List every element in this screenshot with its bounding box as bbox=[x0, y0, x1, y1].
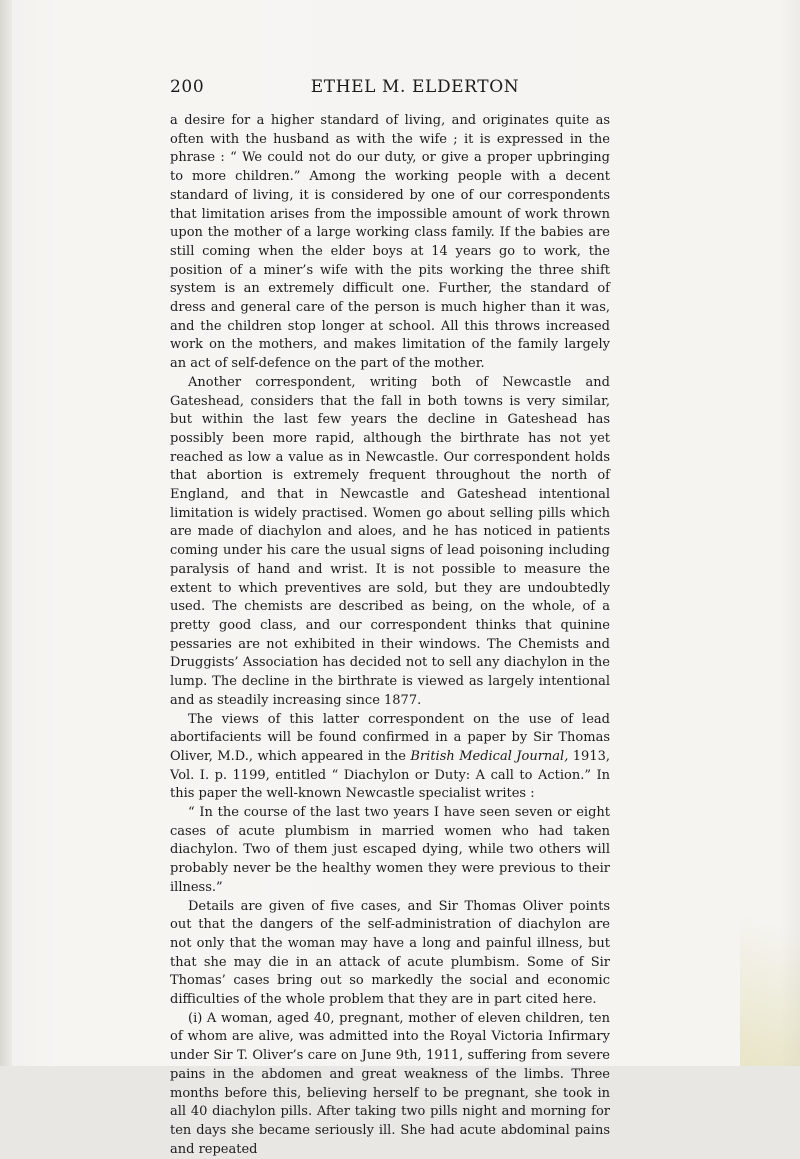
journal-title: British Medical Journal, bbox=[410, 748, 569, 764]
block-quote: “ In the course of the last two years I have seen seven or eight cases of acute plumbism in married women who had taken diachylon. Two of them just escaped dying, while two others will probably never be the healthy women they were previous to their illness.” bbox=[170, 805, 610, 895]
page-header bbox=[170, 77, 610, 103]
paragraph bbox=[170, 711, 610, 805]
body-text bbox=[170, 112, 610, 1159]
paragraph: a desire for a higher standard of living, and originates quite as often with the husband as with the wife ; it is expressed in the phrase : “ We could not do our duty, or give a proper upbringing to more children.” Among the working people with a decent standard of living, it is considered by one of our correspondents that limitation arises from the impossible amount of work thrown upon the mother of a large working class family. If the babies are still coming when the elder boys at 14 years go to work, the position of a miner’s wife with the pits working the three shift system is an extremely difficult one. Further, the standard of dress and general care of the person is much higher than it was, and the children stop longer at school. All this throws increased work on the mothers, and makes limitation of the family largely an act of self-defence on the part of the mother. bbox=[170, 113, 610, 372]
running-title: ETHEL M. ELDERTON bbox=[310, 77, 520, 97]
paragraph-text: The views of this latter correspondent on the use of lead abortifacients will be found confirmed in a paper by Sir Thomas Oliver, M.D., which appeared in the bbox=[170, 711, 610, 764]
paragraph: Details are given of five cases, and Sir Thomas Oliver points out that the dangers of the self-administration of diachylon are not only that the woman may have a long and painful illness, but that she may die in an attack of acute plumbism. Some of Sir Thomas’ cases bring out so markedly the social and economic difficulties of the whole problem that they are in part cited here. bbox=[170, 898, 610, 1008]
binding-gutter bbox=[0, 0, 12, 1066]
paragraph: (i) A woman, aged 40, pregnant, mother of eleven children, ten of whom are alive, was admitted into the Royal Victoria Infirmary under Sir T. Oliver’s care on June 9th, 1911, suffering from severe pains in the abdomen and great weakness of the limbs. Three months before this, believing herself to be pregnant, she took in all 40 diachylon pills. After taking two pills night and morning for ten days she became seriously ill. She had acute abdominal pains and repeated bbox=[170, 1010, 610, 1157]
paragraph: Another correspondent, writing both of Newcastle and Gateshead, considers that the fall in both towns is very similar, but within the last few years the decline in Gateshead has possibly been more rapid, although the birthrate has not yet reached as low a value as in Newcastle. Our correspondent holds that abortion is extremely frequent throughout the north of England, and that in Newcastle and Gateshead intentional limitation is widely practised. Women go about selling pills which are made of diachylon and aloes, and he has noticed in patients coming under his care the usual signs of lead poisoning including paralysis of hand and wrist. It is not possible to measure the extent to which preventives are sold, but they are undoubtedly used. The chemists are described as being, on the whole, of a pretty good class, and our correspondent thinks that quinine pessaries are not exhibited in their windows. The Chemists and Druggists’ Association has decided not to sell any diachylon in the lump. The decline in the birthrate is viewed as largely intentional and as steadily increasing since 1877. bbox=[170, 374, 610, 708]
page-number: 200 bbox=[170, 77, 205, 97]
paragraph-text: 1913, Vol. I. p. 1199, entitled “ Diachylon or Duty: A call to Action.” In this paper the well-known Newcastle specialist writes : bbox=[170, 748, 610, 802]
page-edge-discoloration bbox=[740, 826, 800, 1066]
